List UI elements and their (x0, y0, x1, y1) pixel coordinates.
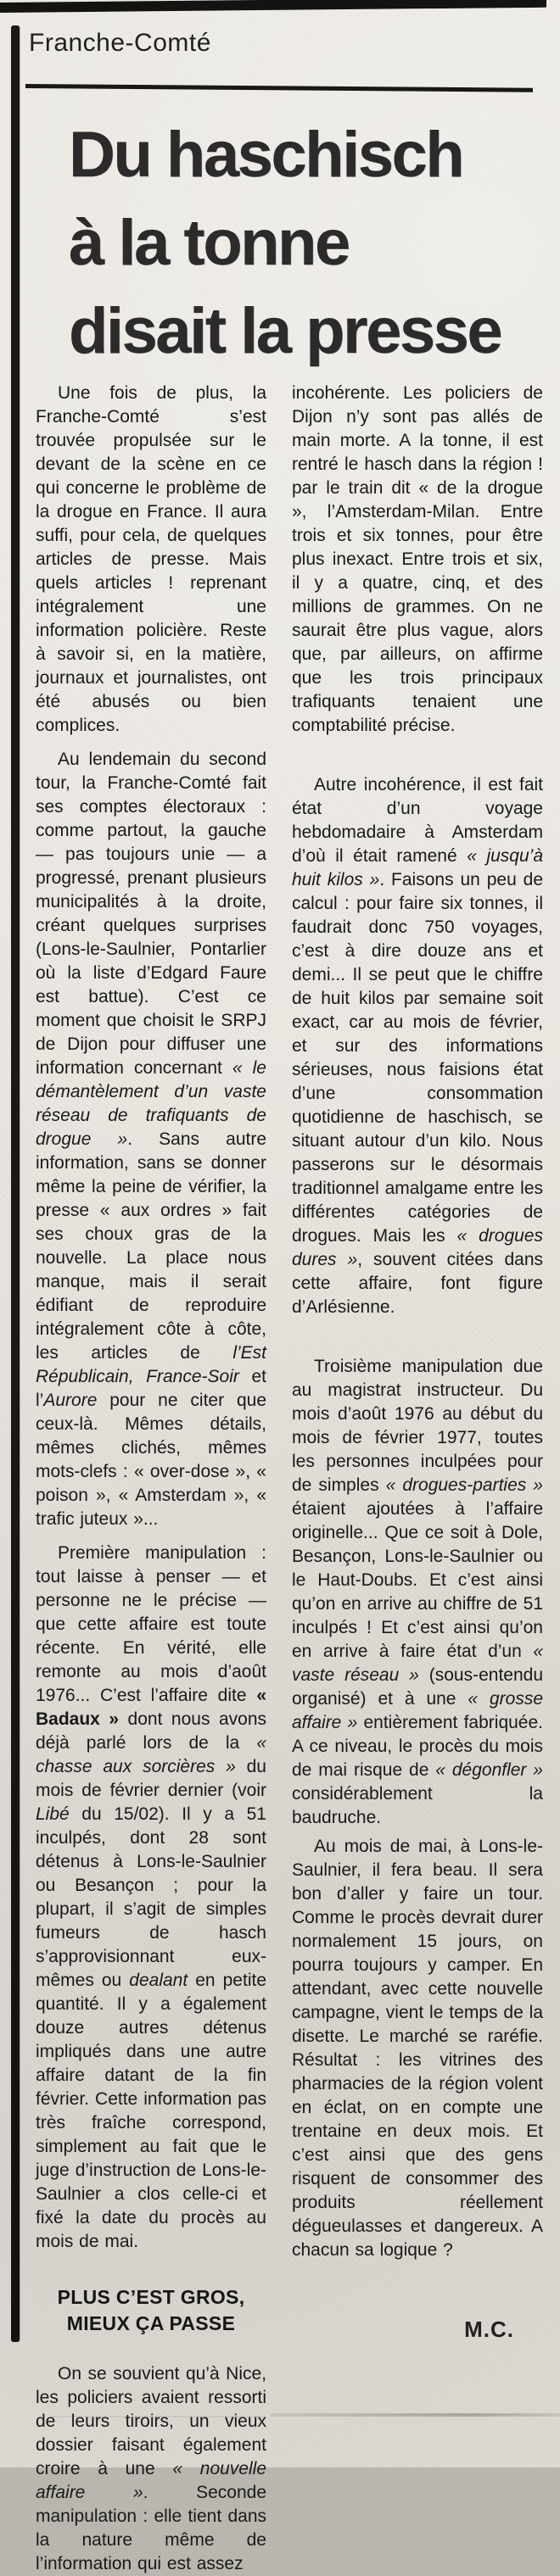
text-run: Première manipulation : tout laisse à penser — et personne ne le précise — que cette affaire est toute récente. En vérité, elle remonte au mois d’août 1976... C’est l’affaire dite (36, 1543, 266, 1705)
text-run: du mois de février dernier (voir (36, 1757, 266, 1800)
text-run: . Faisons un peu de calcul : pour faire six tonnes, il faudrait donc 750 voyages, c’est à dire douze ans et demi... Il se peut que le chiffre de huit kilos par semaine soit exact, car au mois de février, et sur des informations sérieuses, nous faisions état d’une consommation quotidienne de haschisch, se situant autour d’un kilo. Nous passerons sur le désormais traditionnel amalgame entre les différentes catégories de drogues. Mais les (292, 870, 543, 1246)
text-run: Au mois de mai, à Lons-le-Saulnier, il fera beau. Il sera bon d’aller y faire un tour. Comme le procès devrait durer normalement 15 jours, on pourra toujours y camper. En attendant, avec cette nouvelle campagne, vient le temps de la disette. Le marché se raréfie. Résultat : les vitrines des pharmacies de la région volent en éclat, on en compte une trentaine en deux mois. Et c’est ainsi que des gens risquent de consommer des produits réellement dégueulasses et dangereux. A chacun sa logique ? (292, 1837, 543, 2260)
text-run: en petite quantité. Il y a également douze autres détenus impliqués dans une autre affaire datant de la fin février. Cette information pas très fraîche correspond, simplement au fait que le juge d’instruction de Lons-le-Saulnier a clos celle-ci et fixé la date du procès au mois de mai. (36, 1971, 266, 2251)
italic-phrase: dealant (129, 1971, 188, 1990)
headline-line-3: disait la presse (69, 295, 501, 367)
italic-phrase: « nouvelle affaire » (36, 2459, 266, 2502)
text-run: , souvent citées dans cette affaire, font figure d’Arlésienne. (292, 1250, 543, 1317)
text-run: pour ne citer que ceux-là. Mêmes détails, mêmes clichés, mêmes mots-clefs : « over-dose », « poison », « Amsterdam », « trafic juteux »... (36, 1391, 266, 1529)
text-run: considérablement la baudruche. (292, 1784, 543, 1827)
italic-phrase: « drogues-parties » (385, 1475, 543, 1495)
text-run: Au lendemain du second tour, la Franche-Comté fait ses comptes électoraux : comme partout, la gauche — pas toujours unie — a progressé, prenant plusieurs municipalités à la droite, créant quelques surprises (Lons-le-Saulnier, Pontarlier où la liste d’Edgard Faure est battue). C’est ce moment que choisit le SRPJ de Dijon pour diffuser une information concernant (36, 750, 266, 1078)
paragraph (292, 382, 543, 738)
text-run: (sous-entendu organisé) et à une (292, 1665, 543, 1709)
text-run: incohérente. Les policiers de Dijon n’y sont pas allés de main morte. A la tonne, il est rentré le hasch dans la région ! par le train dit « de la drogue », l’Amsterdam-Milan. Entre trois et six tonnes, pour être plus inexact. Entre trois et six, il y a quatre, cinq, et des millions de grammes. On ne saurait être plus vague, alors que, par ailleurs, on affirme que les trois principaux trafiquants tenaient une comptabilité précise. (292, 383, 543, 735)
paragraph (292, 1355, 543, 1830)
text-run: du 15/02). Il y a 51 inculpés, dont 28 sont détenus à Lons-le-Saulnier ou Besançon ; pour la plupart, il s’agit de simples fumeurs de hasch s’approvisionnant eux-mêmes ou (36, 1804, 266, 1990)
left-edge-rule (11, 25, 20, 2342)
paragraph (292, 1835, 543, 2262)
text-run: Une fois de plus, la Franche-Comté s’est trouvée propulsée sur le devant de la scène en ce qui concerne le problème de la drogue en France. Il aura suffi, pour cela, de quelques articles de presse. Mais quels articles ! reprenant intégralement une information policière. Reste à savoir si, en la matière, journaux et journalistes, ont été abusés ou bien complices. (36, 383, 266, 735)
column-left (36, 382, 266, 2576)
kicker-underline-rule (25, 84, 533, 92)
subhead-line: PLUS C’EST GROS, (57, 2286, 245, 2308)
subhead-line: MIEUX ÇA PASSE (66, 2312, 236, 2334)
text-run: entièrement fabriquée. A ce niveau, le procès du mois de mai risque de (292, 1713, 543, 1780)
headline-line-1: Du haschisch (69, 119, 463, 191)
section-kicker: Franche-Comté (29, 29, 211, 57)
paragraph (36, 382, 266, 738)
article-headline (69, 111, 552, 376)
text-run: . Seconde manipulation : elle tient dans la nature même de l’information qui est assez (36, 2483, 266, 2573)
italic-phrase: « jusqu’à huit kilos » (292, 846, 543, 889)
italic-phrase: « le démantèlement d’un vaste réseau de trafiquants de drogue » (36, 1058, 266, 1149)
paragraph (36, 748, 266, 1531)
text-run: dont nous avons déjà parlé lors de la (36, 1709, 267, 1753)
scan-artifact (51, 2416, 263, 2417)
paragraph (36, 2362, 266, 2576)
italic-phrase: Libé (36, 1804, 70, 1824)
text-run: . Sans autre information, sans se donner même la peine de vérifier, la presse « aux ordres » fait ses choux gras de la nouvelle. La place nous manque, mais il serait édifiant de reproduire intégralement côte à côte, les articles de (36, 1129, 267, 1363)
italic-phrase: l’Est Républicain, France-Soir (36, 1343, 266, 1386)
author-signature: M.C. (464, 2317, 514, 2342)
text-run: Autre incohérence, il est fait état d’un voyage hebdomadaire à Amsterdam d’où il était ramené (292, 775, 543, 866)
column-right (292, 382, 543, 2576)
text-run: étaient ajoutées à l’affaire originelle... Que ce soit à Dole, Besançon, Lons-le-Saulnier ou le Haut-Doubs. Et c’est ainsi qu’on en arrive au chiffre de 51 inculpés ! Et c’est ainsi qu’on en arrive à faire état d’un (292, 1499, 543, 1661)
paragraph (36, 1542, 266, 2254)
text-run: et l’ (36, 1367, 266, 1410)
bold-phrase: « Badaux » (36, 1686, 266, 1729)
text-run: Troisième manipulation due au magistrat instructeur. Du mois d’août 1976 au début du mois de février 1977, toutes les personnes inculpées pour de simples (292, 1357, 543, 1495)
text-run: On se souvient qu’à Nice, les policiers avaient ressorti de leurs tiroirs, un vieux dossier faisant également croire à une (36, 2364, 266, 2478)
italic-phrase: « chasse aux sorcières » (36, 1733, 266, 1776)
italic-phrase: Aurore (43, 1391, 98, 1410)
italic-phrase: « dégonfler » (435, 1760, 543, 1780)
italic-phrase: « vaste réseau » (292, 1642, 543, 1685)
top-edge-rule (0, 0, 546, 13)
italic-phrase: « grosse affaire » (292, 1689, 544, 1732)
italic-phrase: « drogues dures » (292, 1226, 543, 1269)
headline-line-2: à la tonne (69, 207, 349, 279)
section-subhead (36, 2284, 266, 2337)
article-columns (36, 382, 543, 2576)
scan-artifact (270, 2413, 560, 2417)
paragraph (292, 773, 543, 1319)
